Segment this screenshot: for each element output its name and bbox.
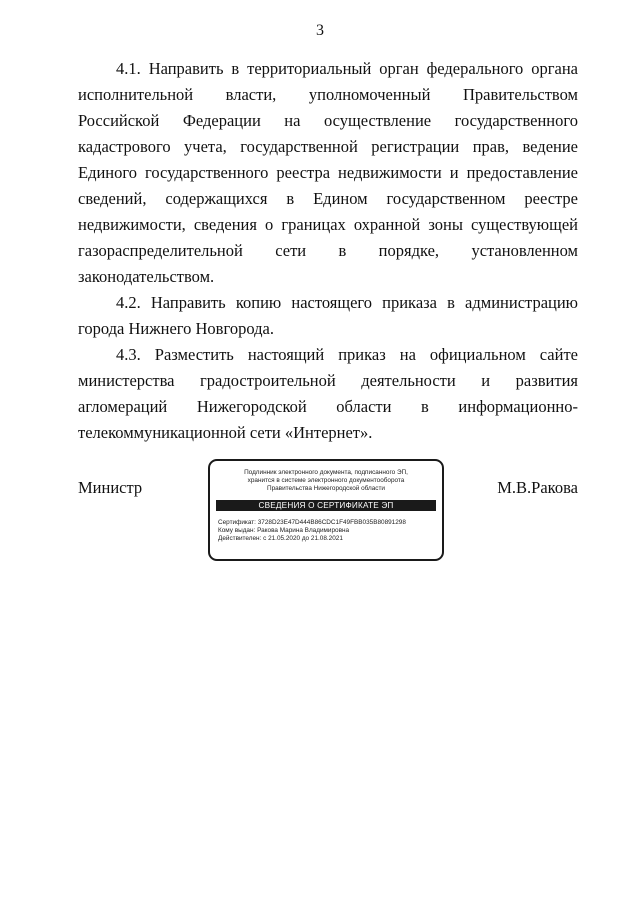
stamp-issued-to: Кому выдан: Ракова Марина Владимировна xyxy=(218,527,350,535)
stamp-notice-line: Правительства Нижегородской области xyxy=(266,485,386,493)
stamp-notice-line: Подлинник электронного документа, подписанного ЭП, xyxy=(244,469,408,476)
signer-name: М.В.Ракова xyxy=(497,478,578,497)
stamp-certificate-details xyxy=(218,519,442,544)
electronic-signature-stamp xyxy=(208,459,444,561)
page-number: 3 xyxy=(316,22,324,39)
signer-title: Министр xyxy=(78,478,143,497)
signature-block xyxy=(78,459,578,569)
paragraph-4-1: 4.1. Направить в территориальный орган федерального органа исполнительной власти, уполномоченный Правительством Российской Федерации на осуществление государственного кадастрового учета, государственной регистрации прав, ведение Единого государственного реестра недвижимости и предоставление сведений, содержащихся в Едином государственном реестре недвижимости, сведения о границах охранной зоны существующей газораспределительной сети в порядке, установленном законодательством. xyxy=(78,59,578,286)
paragraph-4-2: 4.2. Направить копию настоящего приказа в администрацию города Нижнего Новгорода. xyxy=(78,293,578,338)
stamp-header: СВЕДЕНИЯ О СЕРТИФИКАТЕ ЭП xyxy=(216,500,436,511)
stamp-validity: Действителен: с 21.05.2020 до 21.08.2021 xyxy=(218,535,343,543)
paragraph-4-3: 4.3. Разместить настоящий приказ на официальном сайте министерства градостроительной деятельности и развития агломераций Нижегородской области в информационно-телекоммуникационной сети «Интернет». xyxy=(78,345,578,442)
document-body xyxy=(78,56,578,446)
stamp-certificate-id: Сертификат: 3728D23E47D444B86CDC1F49FBB035B80891298 xyxy=(218,518,406,526)
stamp-notice-line: хранится в системе электронного документооборота xyxy=(247,477,405,485)
stamp-notice xyxy=(210,469,442,494)
